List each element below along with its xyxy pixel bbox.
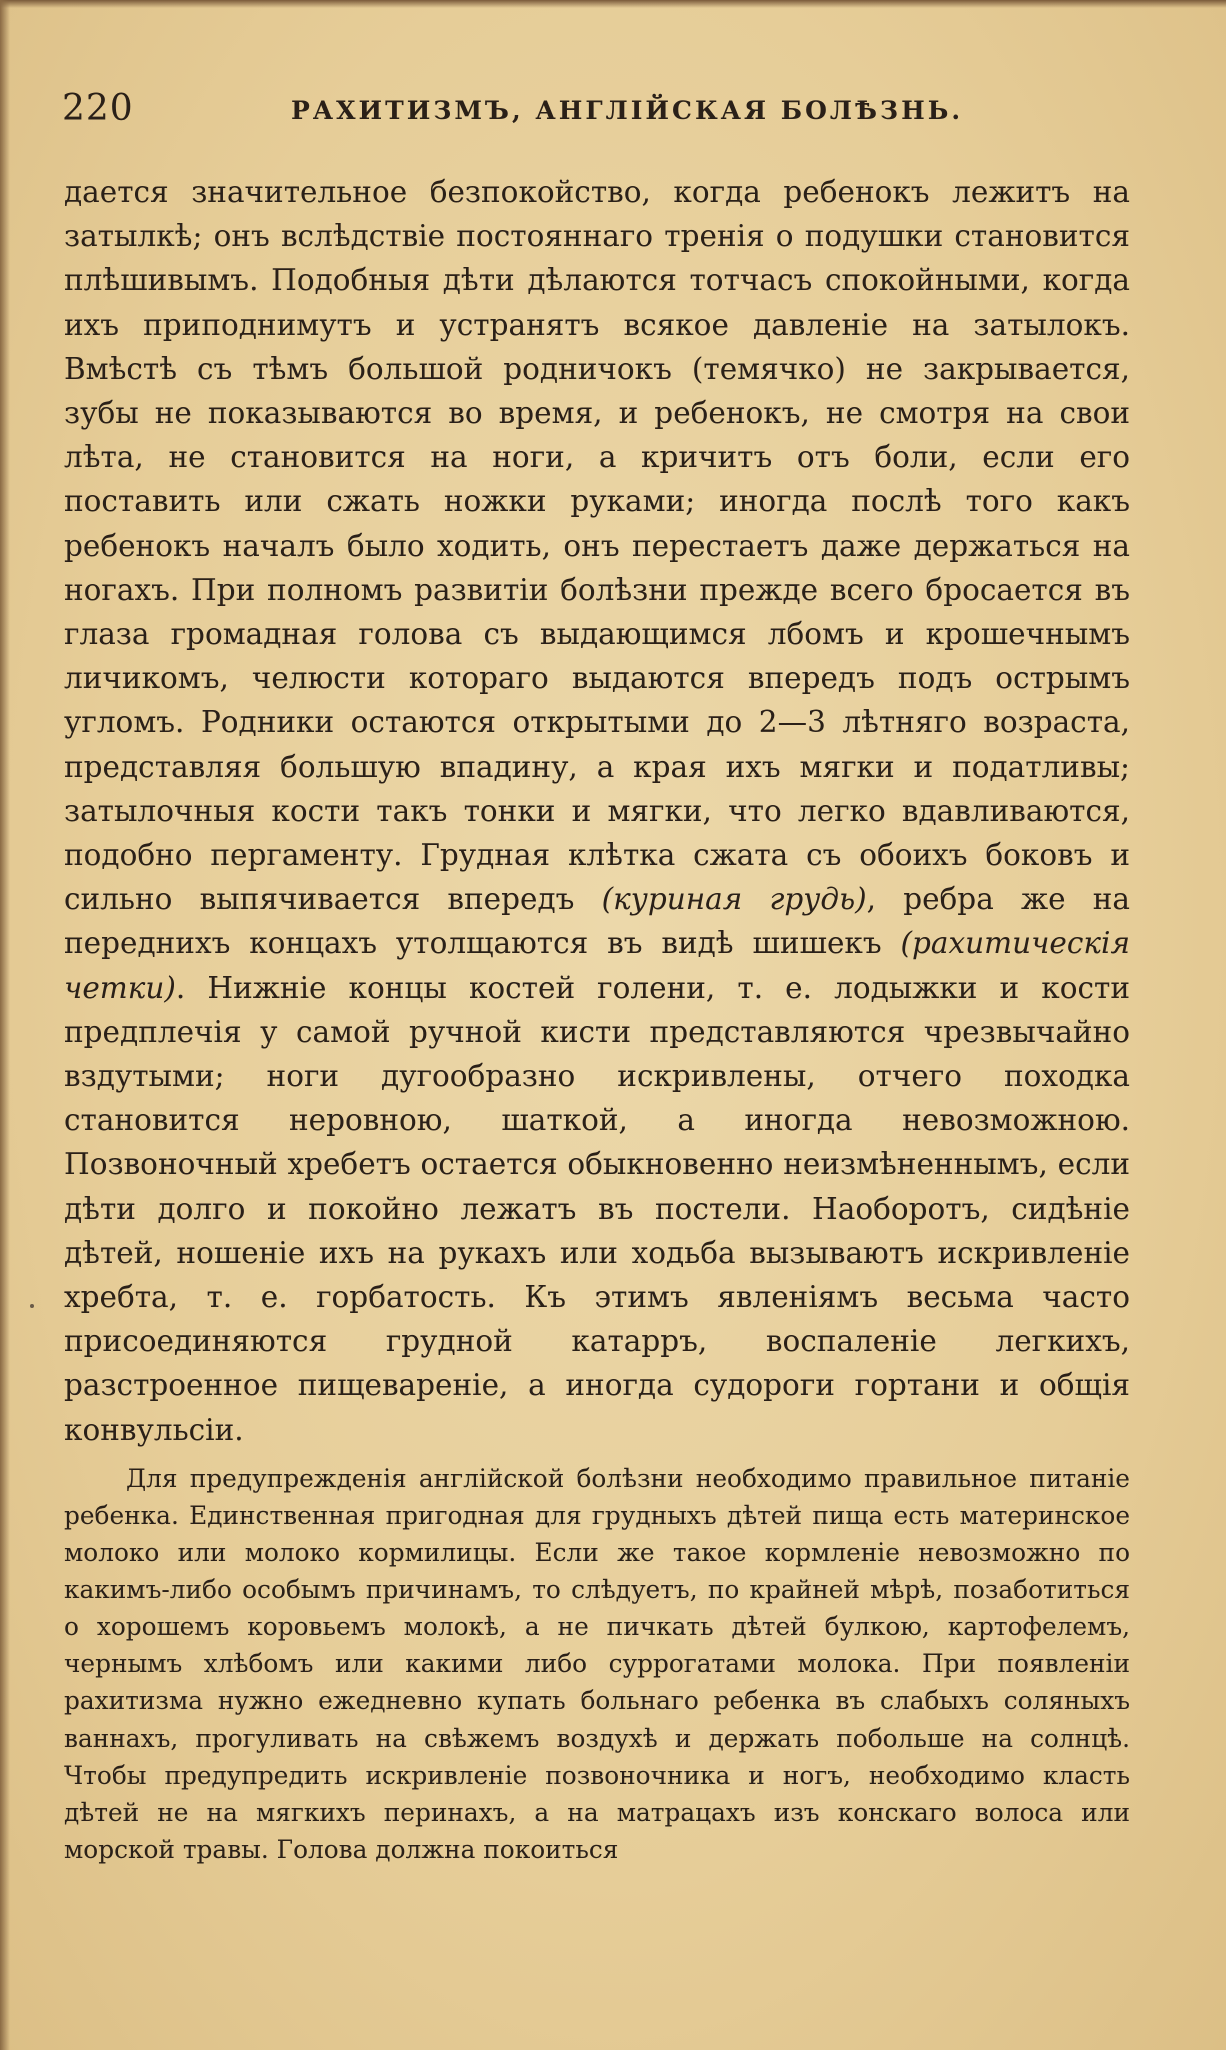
paragraph-1-text-a: дается значительное безпокойство, когда ребенокъ лежитъ на затылкѣ; онъ вслѣдствіе постояннаго тренія о подушки становится плѣшивымъ. Подобныя дѣти дѣлаются тотчасъ спокойными, когда ихъ приподнимутъ и устранятъ всякое давленіе на затылокъ. Вмѣстѣ съ тѣмъ большой родничокъ (темячко) не закрывается, зубы не показываются во время, и ребенокъ, не смотря на свои лѣта, не становится на ноги, а кричитъ отъ боли, если его поставить или сжать ножки руками; иногда послѣ того какъ ребенокъ началъ было ходить, онъ перестаетъ даже держаться на ногахъ. При полномъ развитіи болѣзни прежде всего бросается въ глаза громадная голова съ выдающимся лбомъ и крошечнымъ личикомъ, челюсти котораго выдаются впередъ подъ острымъ угломъ. Родники остаются открытыми до 2—3 лѣтняго возраста, представляя большую впадину, а края ихъ мягки и податливы; затылочныя кости такъ тонки и мягки, что легко вдавливаются, подобно пергаменту. Грудная клѣтка сжата съ обоихъ боковъ и сильно выпячивается впередъ bbox=[64, 175, 1130, 917]
body-text bbox=[64, 170, 1130, 1868]
page-header bbox=[62, 88, 1132, 138]
running-title: РАХИТИЗМЪ, АНГЛІЙСКАЯ БОЛѢЗНЬ. bbox=[290, 96, 964, 125]
paragraph-2: Для предупрежденія англійской болѣзни необходимо правильное питаніе ребенка. Единственная пригодная для грудныхъ дѣтей пища есть материнское молоко или молоко кормилицы. Если же такое кормленіе невозможно по какимъ-либо особымъ причинамъ, то слѣдуетъ, по крайней мѣрѣ, позаботиться о хорошемъ коровьемъ молокѣ, а не пичкать дѣтей булкою, картофелемъ, чернымъ хлѣбомъ или какими либо суррогатами молока. При появленіи рахитизма нужно ежедневно купать больнаго ребенка въ слабыхъ соляныхъ ваннахъ, прогуливать на свѣжемъ воздухѣ и держать побольше на солнцѣ. Чтобы предупредить искривленіе позвоночника и ногъ, необходимо класть дѣтей не на мягкихъ перинахъ, а на матрацахъ изъ конскаго волоса или морской травы. Голова должна покоиться bbox=[64, 1463, 1130, 1864]
paragraph-1-text-c: . Нижніе концы костей голени, т. е. лодыжки и кости предплечія у самой ручной кисти представляются чрезвычайно вздутыми; ноги дугообразно искривлены, отчего походка становится неровною, шаткой, а иногда невозможною. Позвоночный хребетъ остается обыкновенно неизмѣненнымъ, если дѣти долго и покойно лежатъ въ постели. Наоборотъ, сидѣніе дѣтей, ношеніе ихъ на рукахъ или ходьба вызываютъ искривленіе хребта, т. е. горбатость. Къ этимъ явленіямъ весьма часто присоединяются грудной катарръ, воспаленіе легкихъ, разстроенное пищевареніе, а иногда судороги гортани и общія конвульсіи. bbox=[64, 970, 1130, 1447]
paragraph-1 bbox=[64, 170, 1130, 1452]
paragraph-1-italic-a: (куриная грудь) bbox=[601, 882, 867, 917]
paper-speck bbox=[30, 1304, 34, 1308]
page-number: 220 bbox=[62, 88, 134, 129]
paragraph-1-text-b: , ребра же на переднихъ концахъ утолщаются въ видѣ шишекъ bbox=[64, 882, 1130, 961]
paragraph-1-italic-b: (рахитическія четки) bbox=[64, 926, 1130, 1005]
